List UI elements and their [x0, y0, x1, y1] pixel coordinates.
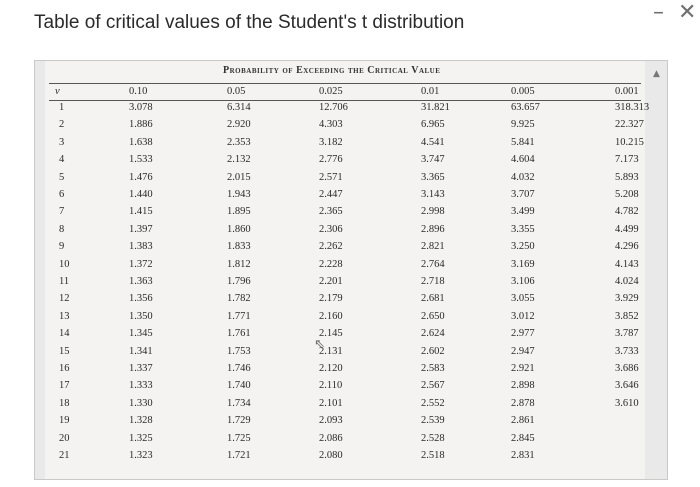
value-cell: 2.145	[319, 328, 343, 340]
value-cell: 5.841	[511, 136, 535, 148]
value-cell: 1.886	[129, 119, 153, 131]
df-cell: 21	[59, 450, 70, 461]
value-cell: 2.831	[511, 450, 535, 461]
column-header-4: 0.01	[421, 86, 440, 97]
value-cell: 10.215	[615, 136, 644, 148]
value-cell: 1.753	[227, 345, 251, 357]
value-cell: 1.729	[227, 415, 251, 427]
df-cell: 16	[59, 363, 70, 374]
column-header-1: 0.10	[129, 86, 148, 97]
value-cell: 3.106	[511, 276, 535, 287]
value-cell: 3.747	[421, 154, 445, 166]
value-cell: 2.977	[511, 328, 535, 340]
value-cell: 1.812	[227, 258, 251, 270]
value-cell: 2.132	[227, 154, 251, 166]
value-cell: 12.706	[319, 102, 348, 113]
value-cell: 4.024	[615, 276, 639, 287]
value-cell: 2.681	[421, 293, 445, 305]
value-cell: 3.355	[511, 223, 535, 235]
value-cell: 2.845	[511, 432, 535, 444]
value-cell: 4.604	[511, 154, 535, 166]
value-cell: 1.325	[129, 432, 153, 444]
value-cell: 2.086	[319, 432, 343, 444]
value-cell: 7.173	[615, 154, 639, 166]
value-cell: 2.447	[319, 189, 343, 200]
value-cell: 1.782	[227, 293, 251, 305]
value-cell: 1.533	[129, 154, 153, 166]
value-cell: 2.718	[421, 276, 445, 287]
header-rule	[49, 83, 641, 84]
df-cell: 8	[59, 223, 65, 235]
value-cell: 1.337	[129, 363, 153, 374]
value-cell: 4.032	[511, 171, 535, 183]
df-cell: 2	[59, 119, 65, 131]
df-cell: 19	[59, 415, 70, 427]
value-cell: 2.998	[421, 206, 445, 218]
value-cell: 2.101	[319, 397, 343, 409]
value-cell: 3.055	[511, 293, 535, 305]
value-cell: 2.093	[319, 415, 343, 427]
scroll-up-icon[interactable]: ▲	[653, 69, 660, 79]
value-cell: 2.015	[227, 171, 251, 183]
value-cell: 3.646	[615, 380, 639, 392]
value-cell: 1.734	[227, 397, 251, 409]
value-cell: 2.528	[421, 432, 445, 444]
value-cell: 4.296	[615, 241, 639, 253]
value-cell: 2.861	[511, 415, 535, 427]
page-title: Table of critical values of the Student's t distribution	[34, 12, 465, 33]
value-cell: 3.733	[615, 345, 639, 357]
value-cell: 1.725	[227, 432, 251, 444]
value-cell: 2.201	[319, 276, 343, 287]
value-cell: 3.182	[319, 136, 343, 148]
value-cell: 4.303	[319, 119, 343, 131]
value-cell: 2.539	[421, 415, 445, 427]
df-cell: 18	[59, 397, 70, 409]
value-cell: 2.571	[319, 171, 343, 183]
value-cell: 2.921	[511, 363, 535, 374]
value-cell: 1.746	[227, 363, 251, 374]
value-cell: 1.363	[129, 276, 153, 287]
value-cell: 2.583	[421, 363, 445, 374]
column-header-3: 0.025	[319, 86, 343, 97]
value-cell: 2.567	[421, 380, 445, 392]
value-cell: 1.333	[129, 380, 153, 392]
value-cell: 2.179	[319, 293, 343, 305]
value-cell: 3.499	[511, 206, 535, 218]
df-cell: 6	[59, 189, 65, 200]
table-header: Probability of Exceeding the Critical Value	[223, 65, 441, 76]
value-cell: 1.345	[129, 328, 153, 340]
minimize-button[interactable]: –	[653, 0, 664, 25]
value-cell: 3.169	[511, 258, 535, 270]
value-cell: 1.721	[227, 450, 251, 461]
value-cell: 3.707	[511, 189, 535, 200]
value-cell: 1.761	[227, 328, 251, 340]
df-cell: 17	[59, 380, 70, 392]
value-cell: 4.782	[615, 206, 639, 218]
value-cell: 2.920	[227, 119, 251, 131]
value-cell: 2.160	[319, 310, 343, 322]
value-cell: 63.657	[511, 102, 540, 113]
value-cell: 2.764	[421, 258, 445, 270]
value-cell: 1.341	[129, 345, 153, 357]
value-cell: 3.143	[421, 189, 445, 200]
value-cell: 4.143	[615, 258, 639, 270]
value-cell: 2.131	[319, 345, 343, 357]
value-cell: 31.821	[421, 102, 450, 113]
value-cell: 1.860	[227, 223, 251, 235]
value-cell: 2.365	[319, 206, 343, 218]
value-cell: 3.078	[129, 102, 153, 113]
value-cell: 22.327	[615, 119, 644, 131]
value-cell: 3.012	[511, 310, 535, 322]
value-cell: 2.552	[421, 397, 445, 409]
value-cell: 3.250	[511, 241, 535, 253]
value-cell: 2.080	[319, 450, 343, 461]
value-cell: 3.929	[615, 293, 639, 305]
value-cell: 1.323	[129, 450, 153, 461]
value-cell: 5.893	[615, 171, 639, 183]
value-cell: 2.776	[319, 154, 343, 166]
value-cell: 1.771	[227, 310, 251, 322]
table-sheet	[45, 61, 650, 480]
value-cell: 5.208	[615, 189, 639, 200]
df-cell: 1	[59, 102, 65, 113]
value-cell: 4.499	[615, 223, 639, 235]
value-cell: 1.328	[129, 415, 153, 427]
df-cell: 11	[59, 276, 70, 287]
value-cell: 2.518	[421, 450, 445, 461]
value-cell: 1.356	[129, 293, 153, 305]
value-cell: 1.476	[129, 171, 153, 183]
image-frame	[34, 60, 668, 480]
value-cell: 9.925	[511, 119, 535, 131]
value-cell: 3.852	[615, 310, 639, 322]
value-cell: 3.365	[421, 171, 445, 183]
value-cell: 2.947	[511, 345, 535, 357]
df-cell: 14	[59, 328, 70, 340]
column-header-5: 0.005	[511, 86, 535, 97]
value-cell: 2.650	[421, 310, 445, 322]
value-cell: 1.397	[129, 223, 153, 235]
value-cell: 1.638	[129, 136, 153, 148]
df-cell: 7	[59, 206, 65, 218]
value-cell: 2.228	[319, 258, 343, 270]
value-cell: 1.330	[129, 397, 153, 409]
value-cell: 2.624	[421, 328, 445, 340]
value-cell: 1.415	[129, 206, 153, 218]
value-cell: 2.878	[511, 397, 535, 409]
value-cell: 2.821	[421, 241, 445, 253]
column-header-6: 0.001	[615, 86, 639, 97]
value-cell: 1.350	[129, 310, 153, 322]
column-header-2: 0.05	[227, 86, 246, 97]
value-cell: 2.306	[319, 223, 343, 235]
value-cell: 2.896	[421, 223, 445, 235]
value-cell: 1.796	[227, 276, 251, 287]
value-cell: 2.110	[319, 380, 343, 392]
value-cell: 2.120	[319, 363, 343, 374]
mouse-cursor-icon: ⇖	[314, 337, 325, 352]
column-rule	[49, 100, 641, 101]
value-cell: 2.602	[421, 345, 445, 357]
df-cell: 13	[59, 310, 70, 322]
value-cell: 318.313	[615, 102, 650, 113]
close-button[interactable]: ✕	[678, 0, 697, 25]
df-cell: 9	[59, 241, 65, 253]
value-cell: 1.833	[227, 241, 251, 253]
value-cell: 2.353	[227, 136, 251, 148]
df-cell: 15	[59, 345, 70, 357]
value-cell: 1.440	[129, 189, 153, 200]
value-cell: 2.262	[319, 241, 343, 253]
value-cell: 1.740	[227, 380, 251, 392]
value-cell: 3.610	[615, 397, 639, 409]
df-cell: 20	[59, 432, 70, 444]
df-cell: 5	[59, 171, 65, 183]
value-cell: 3.787	[615, 328, 639, 340]
value-cell: 1.943	[227, 189, 251, 200]
value-cell: 1.383	[129, 241, 153, 253]
value-cell: 1.895	[227, 206, 251, 218]
value-cell: 4.541	[421, 136, 445, 148]
df-column-label: ν	[55, 86, 60, 97]
value-cell: 6.314	[227, 102, 251, 113]
value-cell: 2.898	[511, 380, 535, 392]
df-cell: 10	[59, 258, 70, 270]
value-cell: 6.965	[421, 119, 445, 131]
df-cell: 4	[59, 154, 65, 166]
value-cell: 3.686	[615, 363, 639, 374]
value-cell: 1.372	[129, 258, 153, 270]
df-cell: 12	[59, 293, 70, 305]
df-cell: 3	[59, 136, 65, 148]
